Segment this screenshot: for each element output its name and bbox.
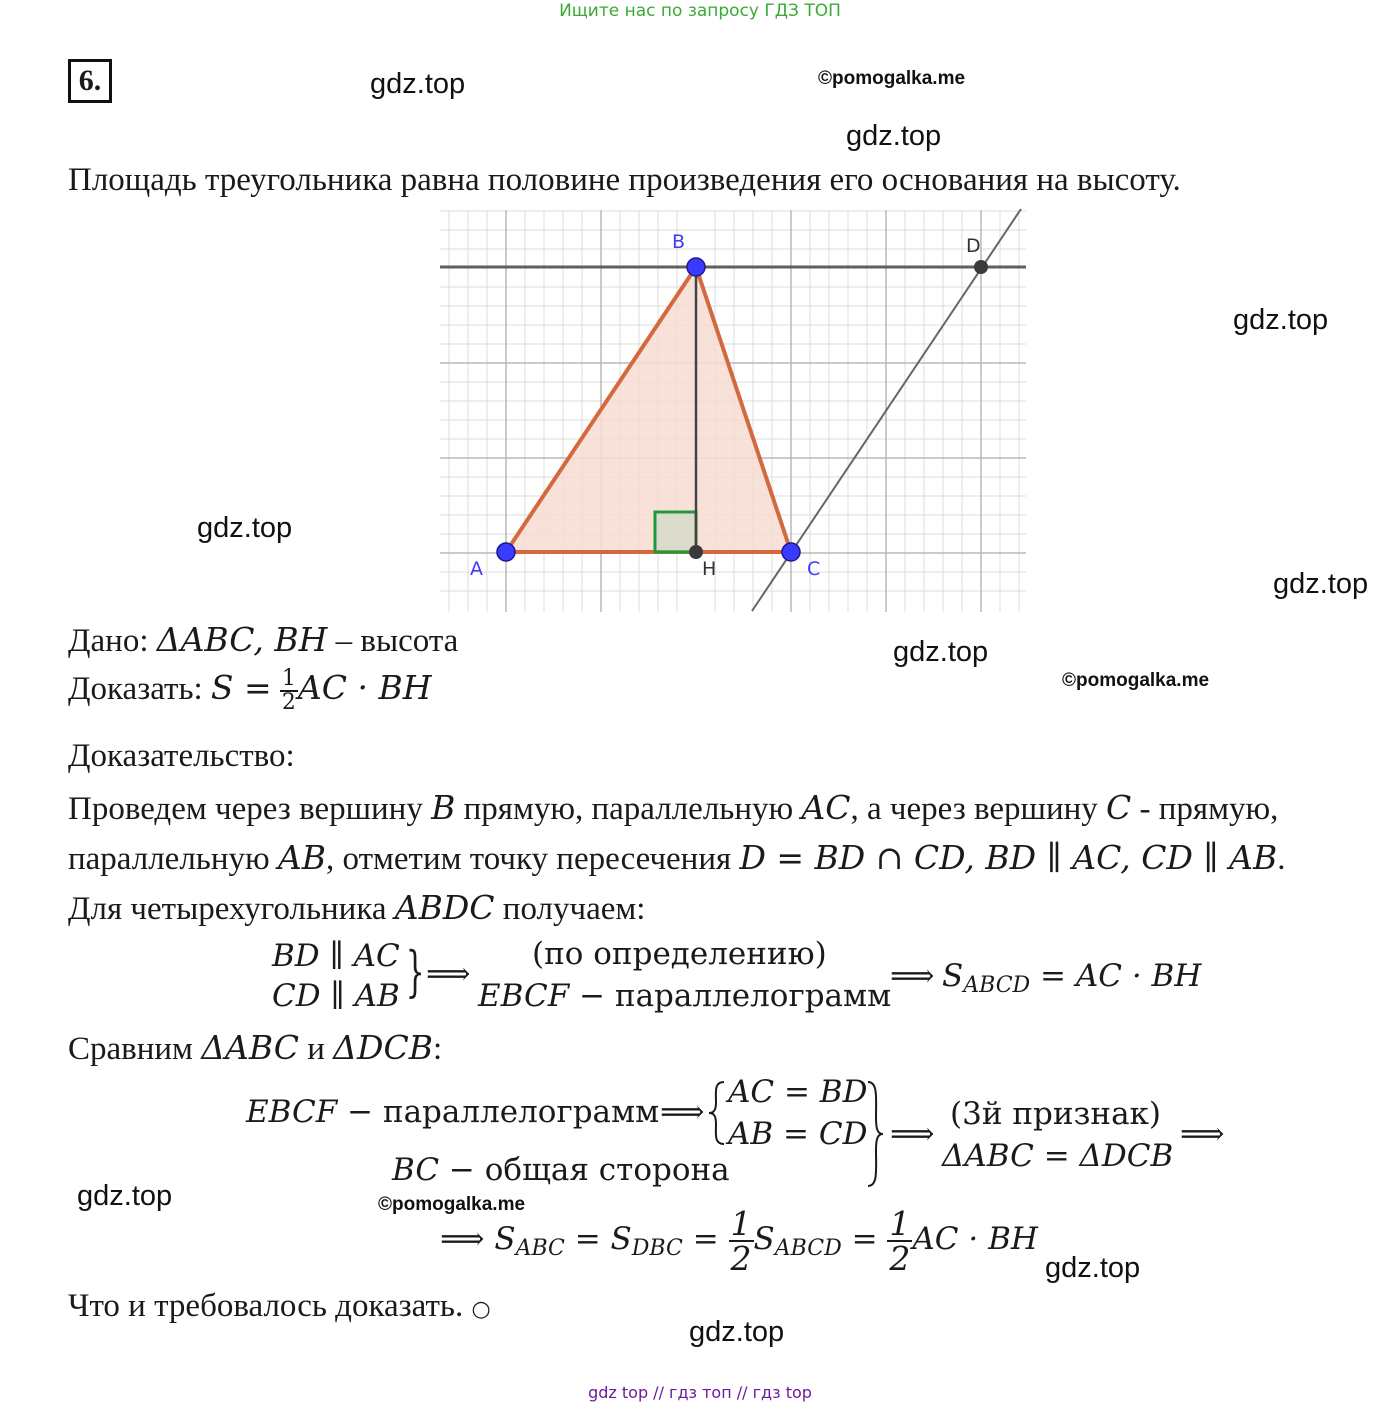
prove-rhs: AC · BH (297, 668, 432, 707)
fraction-half: $\frac{1}{2}$ (889, 1203, 911, 1278)
watermark-gdz: gdz.top (1273, 568, 1369, 600)
qed-line: Что и требовалось доказать. ○ (68, 1288, 491, 1324)
eq1-condition-1: BD ∥ AC (272, 938, 400, 974)
point-a (497, 543, 515, 561)
point-h (689, 545, 703, 559)
eq2-equality-2: AB = CD (728, 1116, 868, 1152)
label-b: B (672, 231, 686, 253)
intro-text: Площадь треугольника равна половине произведения его основания на высоту. (68, 162, 1181, 198)
watermark-gdz: gdz.top (77, 1180, 173, 1212)
proof-paragraph-1: Проведем через вершину B прямую, параллельную AC, а через вершину C - прямую, (68, 788, 1279, 827)
fraction-half: $\frac{1}{2}$ (281, 666, 296, 716)
prove-lhs: S = (210, 668, 272, 707)
point-c (782, 543, 800, 561)
footer-links[interactable]: gdz top // гдз топ // гдз top (588, 1383, 812, 1402)
eq2-arrow-2: ⟹ (890, 1116, 935, 1152)
proof-paragraph-2: параллельную AB, отметим точку пересечения D = BD ∩ CD, BD ∥ AC, CD ∥ AB. (68, 838, 1286, 877)
proof-label: Доказательство: (68, 738, 295, 774)
eq2-triangles-equal: ΔABC = ΔDCB (942, 1138, 1174, 1174)
right-angle-mark (655, 512, 696, 552)
given-line (68, 620, 458, 660)
given-rest: – высота (335, 623, 459, 659)
point-b (687, 258, 705, 276)
eq2-common-side: BC − общая сторона (392, 1152, 730, 1188)
eq1-arrow-2: ⟹ (890, 958, 935, 994)
label-h: H (702, 558, 717, 580)
watermark-gdz: gdz.top (370, 68, 466, 100)
watermark-gdz: gdz.top (1045, 1252, 1141, 1284)
eq1-definition-note: (по определению) (532, 936, 827, 972)
compare-line: Сравним ΔABC и ΔDCB: (68, 1028, 443, 1067)
watermark-gdz: gdz.top (1233, 304, 1329, 336)
watermark-copyright: ©pomogalka.me (378, 1194, 526, 1215)
eq2-arrow-3: ⟹ (1180, 1116, 1225, 1152)
watermark-gdz: gdz.top (893, 636, 989, 668)
eq1-brace: } (405, 940, 425, 1003)
prove-line (68, 668, 432, 714)
geometry-figure (0, 0, 1400, 620)
proof-paragraph-3: Для четырехугольника ABDC получаем: (68, 888, 646, 927)
fraction-half: $\frac{1}{2}$ (730, 1203, 752, 1278)
prove-label: Доказать: (68, 671, 203, 707)
label-a: A (470, 558, 483, 580)
triangle-abc (506, 267, 791, 552)
eq2-parallelogram: EBCF − параллелограмм (246, 1094, 660, 1130)
eq1-parallelogram: EBCF − параллелограмм (478, 978, 892, 1014)
watermark-copyright: ©pomogalka.me (818, 68, 966, 89)
watermark-gdz: gdz.top (197, 512, 293, 544)
eq2-right-brace (864, 1078, 886, 1190)
watermark-copyright: ©pomogalka.me (1062, 670, 1210, 691)
watermark-gdz: gdz.top (689, 1316, 785, 1348)
watermark-gdz: gdz.top (846, 120, 942, 152)
given-label: Дано: (68, 623, 149, 659)
eq2-equality-1: AC = BD (728, 1074, 868, 1110)
label-d: D (966, 235, 981, 257)
eq1-area: $S_{ABCD}$ = AC · BH (942, 958, 1202, 998)
point-d (974, 260, 988, 274)
eq1-condition-2: CD ∥ AB (272, 978, 400, 1014)
qed-mark: ○ (471, 1297, 491, 1322)
label-c: C (807, 558, 821, 580)
eq3-area-chain: ⟹ $S_{ABC} = S_{DBC}$ = $\frac{1}{2}$ $S_{ABCD}$ = $\frac{1}{2}$ AC · BH (440, 1203, 1038, 1278)
task-number: 6. (68, 59, 112, 103)
eq1-arrow-1: ⟹ (426, 956, 471, 992)
given-triangle: ΔABC, BH (156, 620, 328, 659)
eq2-criterion-note: (3й признак) (950, 1096, 1162, 1132)
eq2-left-brace (706, 1078, 728, 1148)
top-banner[interactable]: Ищите нас по запросу ГДЗ ТОП (559, 1, 841, 21)
eq2-arrow-1: ⟹ (660, 1094, 705, 1130)
